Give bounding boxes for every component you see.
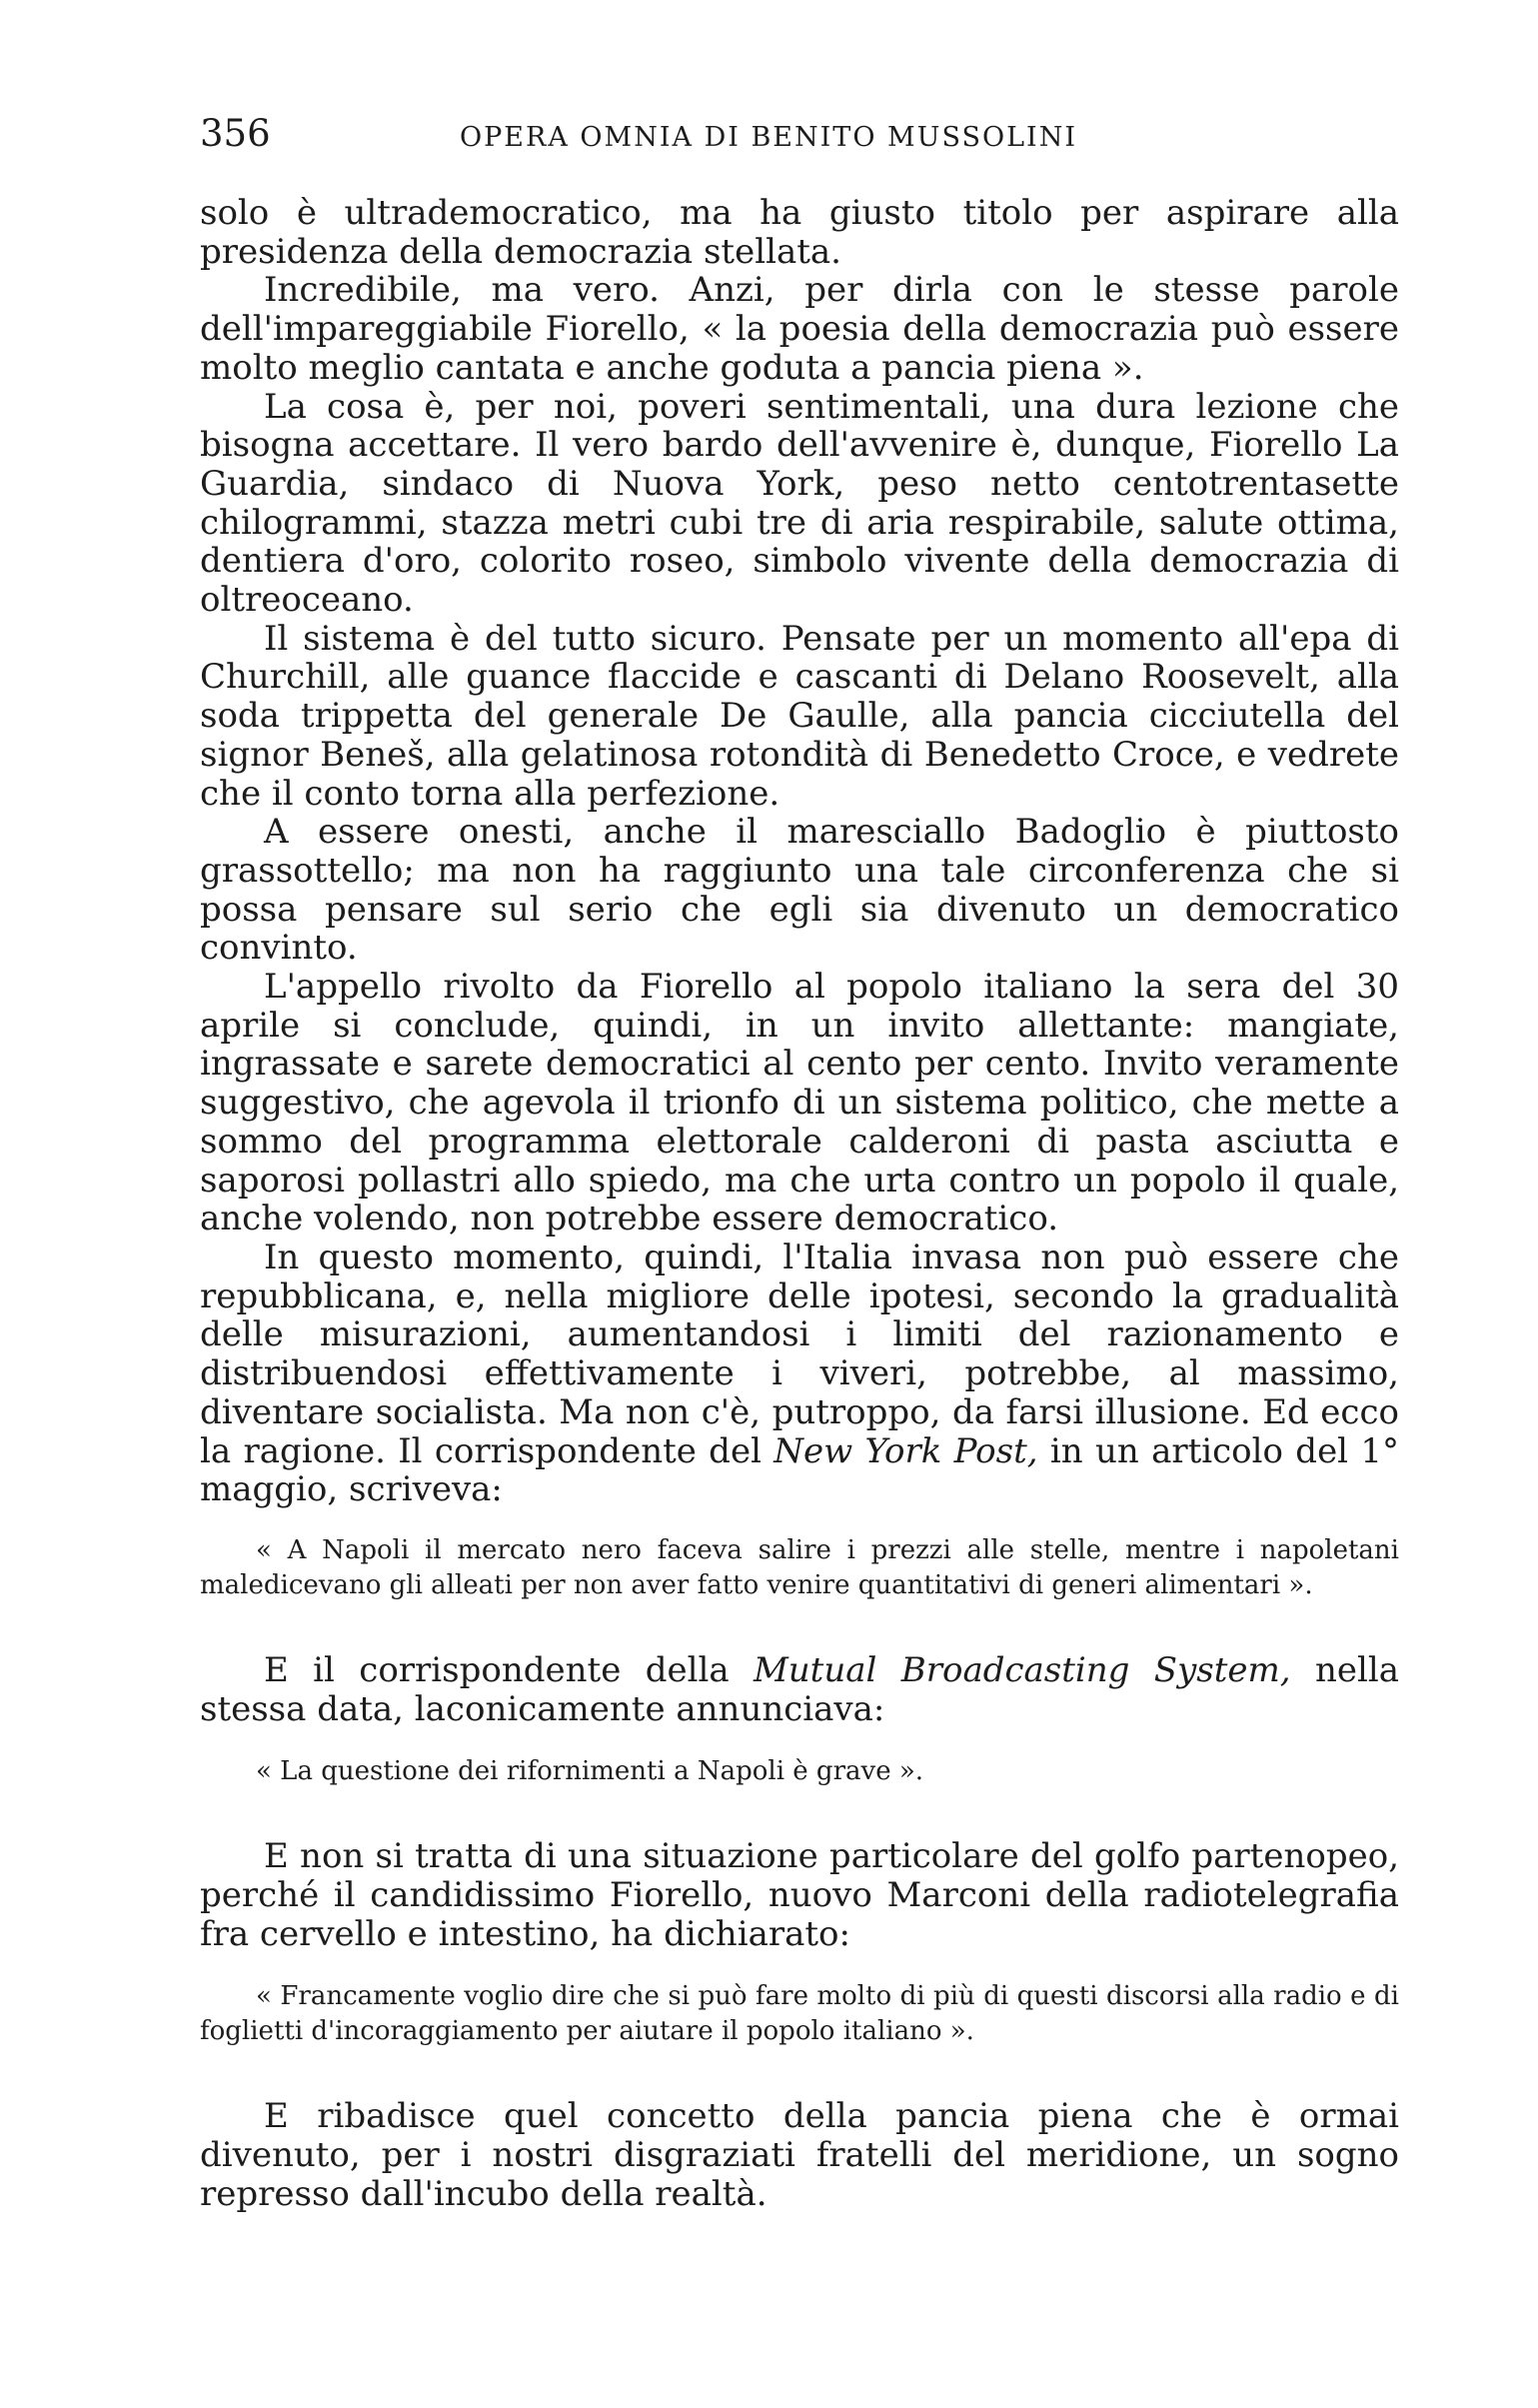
paragraph: solo è ultrademocratico, ma ha giusto titolo per aspirare alla presidenza della democrazia stellata. [200,193,1399,272]
block-quote: « A Napoli il mercato nero faceva salire i prezzi alle stelle, mentre i napoletani maledicevano gli alleati per non aver fatto venire quantitativi di generi alimentari ». [200,1534,1399,1600]
paragraph: La cosa è, per noi, poveri sentimentali, una dura lezione che bisogna accettare. Il vero bardo dell'avvenire è, dunque, Fiorello La Guardia, sindaco di Nuova York, peso netto centotrentasette chilogrammi, stazza metri cubi tre di aria respirabile, salute ottima, dentiera d'oro, colorito roseo, simbolo vivente della democrazia di oltreoceano. [200,386,1399,621]
paragraph-text: In questo momento, quindi, l'Italia invasa non può essere che repubblicana, e, nella migliore delle ipotesi, secondo la gradualità delle misurazioni, aumentandosi i limiti del razionamento e distribuendosi effettivamente i viveri, potrebbe, al massimo, diventare socialista. Ma non c'è, putroppo, da farsi illusione. Ed ecco la ragione. Il corrispondente del [200,1236,1399,1471]
italic-title: New York Post, [773,1430,1038,1471]
block-quote: « La questione dei rifornimenti a Napoli è grave ». [256,1756,924,1787]
paragraph: E ribadisce quel concetto della pancia piena che è ormai divenuto, per i nostri disgraziati fratelli del meridione, un sogno represso dall'incubo della realtà. [200,2096,1399,2214]
paragraph: Incredibile, ma vero. Anzi, per dirla con le stesse parole dell'impareggiabile Fiorello, « la poesia della democrazia può essere molto meglio cantata e anche goduta a pancia piena ». [200,270,1399,388]
block-quote: « Francamente voglio dire che si può fare molto di più di questi discorsi alla radio e di foglietti d'incoraggiamento per aiutare il popolo italiano ». [200,1981,1399,2047]
main-text [200,1837,1399,1953]
main-text [200,2097,1399,2213]
paragraph: Il sistema è del tutto sicuro. Pensate per un momento all'epa di Churchill, alle guance flaccide e cascanti di Delano Roosevelt, alla soda trippetta del generale De Gaulle, alla pancia cicciutella del signor Beneš, alla gelatinosa rotondità di Benedetto Croce, e vedrete che il conto torna alla perfezione. [200,618,1399,814]
running-head: OPERA OMNIA DI BENITO MUSSOLINI [460,122,1077,153]
paragraph [200,1238,1399,1509]
book-page [200,112,1399,2214]
main-text [200,194,1399,1509]
paragraph: L'appello rivolto da Fiorello al popolo italiano la sera del 30 aprile si conclude, quindi, in un invito allettante: mangiate, ingrassate e sarete democratici al cento per cento. Invito veramente suggestivo, che agevola il trionfo di un sistema politico, che mette a sommo del programma elettorale calderoni di pasta asciutta e saporosi pollastri allo spiedo, ma che urta contro un popolo il quale, anche volendo, non potrebbe essere democratico. [200,967,1399,1239]
page-number: 356 [200,112,271,155]
paragraph: A essere onesti, anche il maresciallo Badoglio è piuttosto grassottello; ma non ha raggiunto una tale circonferenza che si possa pensare sul serio che egli sia divenuto un democratico convinto. [200,812,1399,969]
main-text [200,1651,1399,1728]
page-header [200,112,1399,172]
paragraph: E non si tratta di una situazione particolare del golfo partenopeo, perché il candidissimo Fiorello, nuovo Marconi della radiotelegrafia fra cervello e intestino, ha dichiarato: [200,1836,1399,1954]
italic-title: Mutual Broadcasting System, [753,1649,1291,1690]
paragraph-text: nella stessa data, laconicamente annunciava: [200,1649,1399,1729]
paragraph-text: in un articolo del 1° maggio, scriveva: [200,1430,1400,1510]
paragraph-text: E il corrispondente della [264,1649,754,1690]
paragraph [200,1651,1399,1728]
